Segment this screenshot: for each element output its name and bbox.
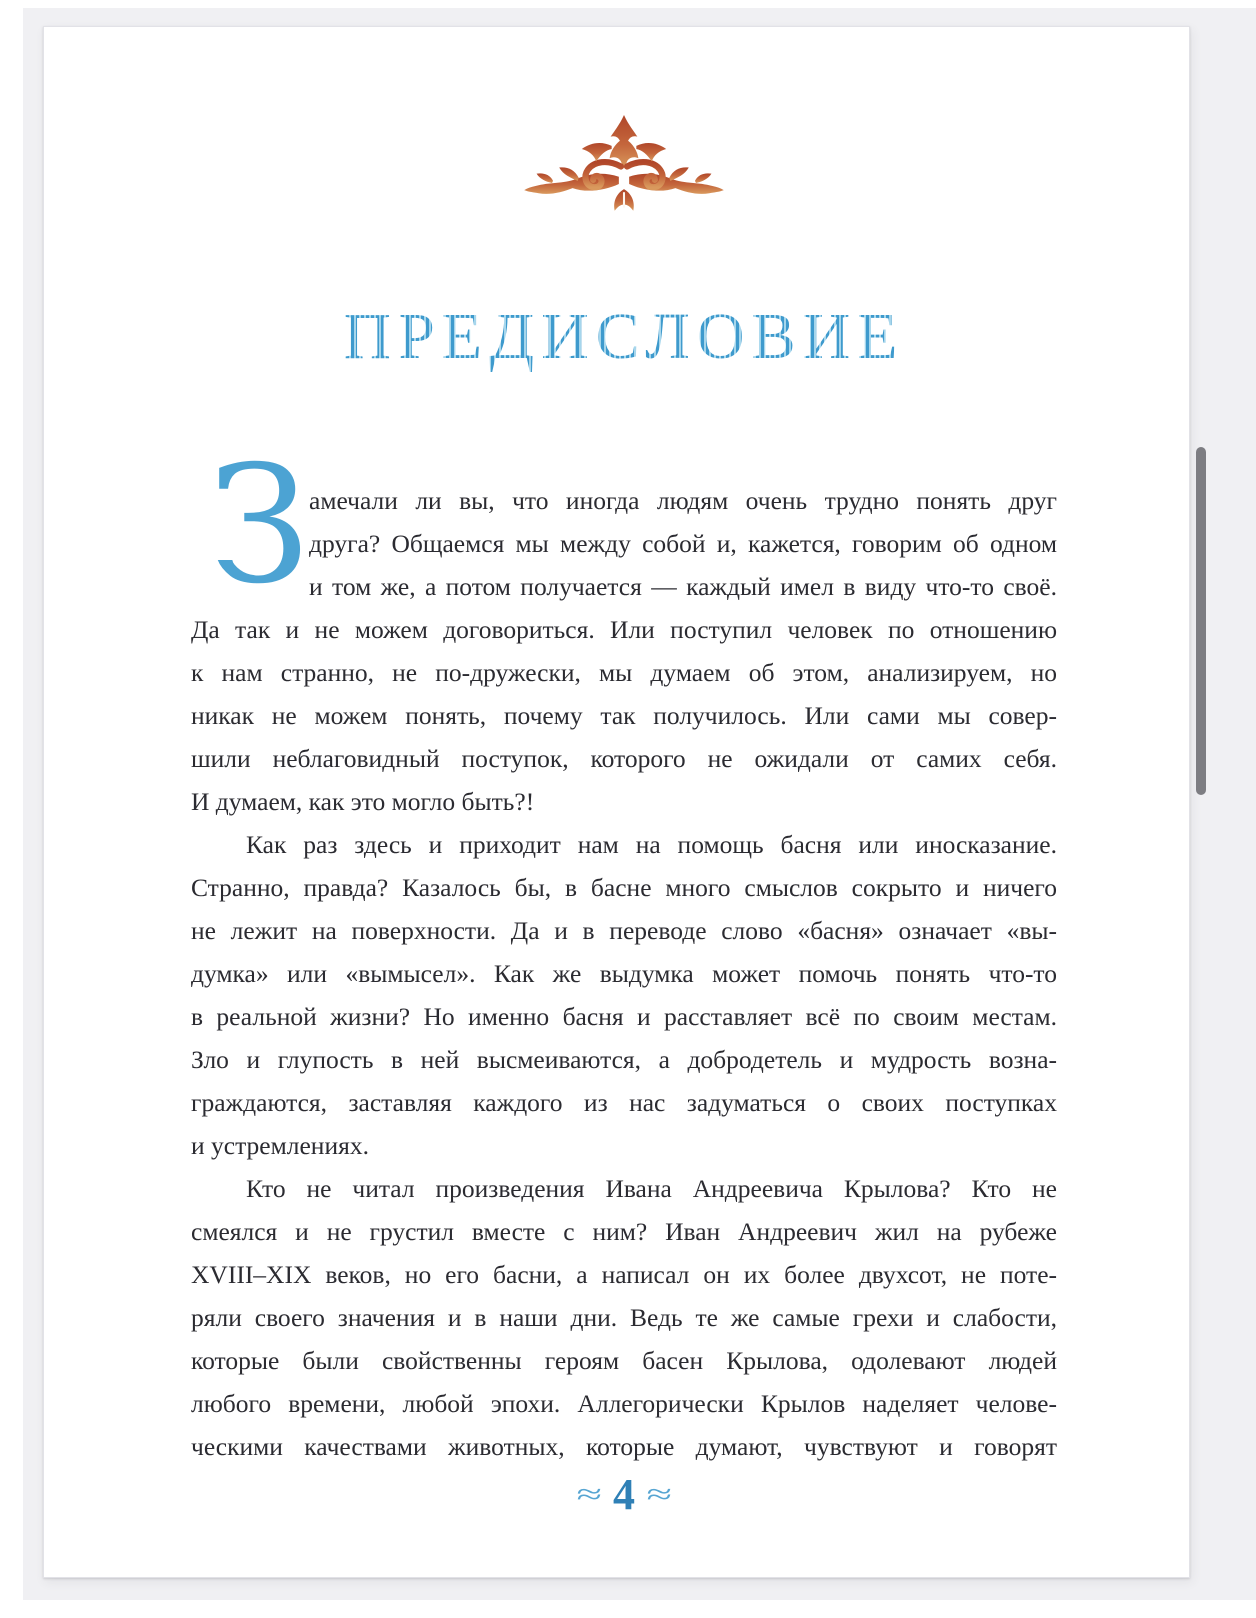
text-line: любого времени, любой эпохи. Аллегорически Крылов наделяет челове-: [191, 1389, 1057, 1418]
footer-ornament-right: ≈: [646, 1478, 672, 1511]
text-line: думка» или «вымысел». Как же выдумка может помочь понять что-то: [191, 959, 1057, 988]
text-line: XVIII–XIX веков, но его басни, а написал он их более двухсот, не поте-: [191, 1260, 1057, 1289]
page-footer: [191, 1470, 1057, 1519]
floral-ornament-icon: [521, 113, 727, 221]
text-line: Как раз здесь и приходит нам на помощь басня или иносказание.: [246, 830, 1057, 859]
text-line: Зло и глупость в ней высмеиваются, а добродетель и мудрость возна-: [191, 1045, 1057, 1074]
text-line: шили неблаговидный поступок, которого не ожидали от самих себя.: [191, 744, 1057, 773]
text-line: не лежит на поверхности. Да и в переводе слово «басня» означает «вы-: [191, 916, 1057, 945]
footer-ornament-left: ≈: [576, 1478, 602, 1511]
text-line: в реальной жизни? Но именно басня и расставляет всё по своим местам.: [191, 1002, 1057, 1031]
page-content: [191, 27, 1057, 1577]
page-number: 4: [613, 1470, 635, 1519]
text-line: к нам странно, не по-дружески, мы думаем об этом, анализируем, но: [191, 658, 1057, 687]
book-page: [43, 26, 1190, 1578]
text-line: ческими качествами животных, которые думают, чувствуют и говорят: [191, 1432, 1057, 1461]
text-line: никак не можем понять, почему так получилось. Или сами мы совер-: [191, 701, 1057, 730]
chapter-title: ПРЕДИСЛОВИЕ: [191, 301, 1057, 374]
text-line: Странно, правда? Казалось бы, в басне много смыслов сокрыто и ничего: [191, 873, 1057, 902]
text-line: ряли своего значения и в наши дни. Ведь те же самые грехи и слабости,: [191, 1303, 1057, 1332]
paragraph: [191, 823, 1057, 1167]
drop-cap: З: [209, 432, 310, 620]
text-line: амечали ли вы, что иногда людям очень трудно понять друг: [309, 486, 1057, 515]
text-line: И думаем, как это могло быть?!: [191, 787, 535, 816]
text-line: граждаются, заставляя каждого из нас задуматься о своих поступках: [191, 1088, 1057, 1117]
body-text: [191, 479, 1057, 1468]
text-line: и устремлениях.: [191, 1131, 369, 1160]
text-line: и том же, а потом получается — каждый имел в виду что-то своё.: [309, 572, 1057, 601]
paragraph: [191, 1167, 1057, 1468]
text-line: смеялся и не грустил вместе с ним? Иван Андреевич жил на рубеже: [191, 1217, 1057, 1246]
text-line: которые были свойственны героям басен Крылова, одолевают людей: [191, 1346, 1057, 1375]
text-line: Кто не читал произведения Ивана Андреевича Крылова? Кто не: [246, 1174, 1057, 1203]
text-line: друга? Общаемся мы между собой и, кажется, говорим об одном: [309, 529, 1057, 558]
text-line: Да так и не можем договориться. Или поступил человек по отношению: [191, 615, 1057, 644]
scrollbar-thumb[interactable]: [1196, 447, 1206, 795]
paragraph: [191, 479, 1057, 823]
